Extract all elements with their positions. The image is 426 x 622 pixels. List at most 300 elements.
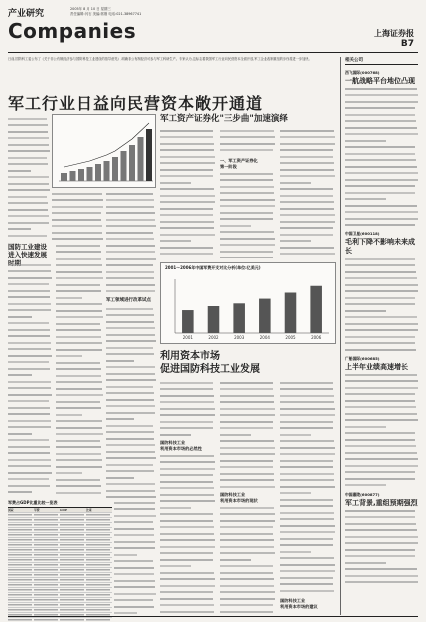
text-line: [106, 199, 156, 204]
text-line: [56, 485, 103, 490]
text-line: [160, 565, 216, 570]
table-cell: [34, 608, 58, 612]
text-line: [8, 446, 52, 451]
text-line: [160, 130, 216, 135]
text-line: [8, 270, 52, 275]
spending-bar: [285, 293, 297, 334]
text-line: [106, 412, 156, 417]
table-cell: [34, 583, 58, 587]
text-line: [56, 245, 103, 250]
text-line: [56, 375, 103, 380]
company-text: [345, 508, 419, 588]
text-line: [280, 382, 336, 387]
text-line: [220, 460, 276, 465]
gdp-table: [8, 500, 112, 615]
text-line: [220, 585, 276, 590]
text-line: [345, 380, 419, 385]
growth-bar: [146, 129, 152, 181]
military-spending-chart: [160, 262, 336, 344]
growth-bar: [61, 173, 67, 181]
subhead-status: 国防科技工业 利用资本市场的现状: [220, 492, 258, 503]
text-line: [220, 565, 276, 570]
text-line: [220, 486, 276, 489]
table-cell: [86, 588, 110, 592]
text-line: [345, 185, 419, 190]
table-cell: [60, 598, 84, 602]
text-line: [345, 393, 419, 398]
text-line: [8, 296, 52, 301]
table-cell: [34, 563, 58, 567]
table-cell: [86, 553, 110, 557]
table-cell: [60, 538, 84, 542]
text-line: [345, 107, 419, 112]
text-line: [56, 251, 103, 256]
spending-bar: [310, 286, 322, 333]
table-cell: [86, 523, 110, 527]
text-line: [56, 355, 103, 360]
text-line: [106, 425, 156, 430]
text-line: [220, 173, 276, 178]
text-line: [280, 499, 336, 504]
table-header-cell: 国家: [8, 508, 14, 512]
text-line: [114, 528, 156, 533]
table-cell: [60, 578, 84, 582]
article-text-col5a: [220, 380, 276, 488]
text-line: [8, 329, 52, 334]
footer-rule: [8, 616, 418, 617]
text-line: [220, 382, 276, 387]
text-line: [280, 427, 336, 432]
text-line: [280, 234, 336, 239]
text-line: [8, 316, 52, 321]
table-cell: [60, 618, 84, 622]
text-line: [345, 127, 419, 132]
text-line: [345, 478, 419, 483]
text-line: [106, 444, 156, 449]
text-line: [56, 440, 103, 445]
text-line: [56, 466, 103, 471]
text-line: [56, 427, 103, 432]
text-line: [106, 258, 156, 263]
text-line: [220, 388, 276, 393]
x-tick-label: 2006: [311, 335, 322, 340]
text-line: [8, 290, 52, 295]
text-line: [345, 484, 419, 487]
text-line: [280, 479, 336, 484]
table-cell: [8, 573, 32, 577]
text-line: [106, 219, 156, 224]
table-cell: [60, 563, 84, 567]
table-cell: [34, 573, 58, 577]
text-line: [280, 486, 336, 491]
text-line: [8, 303, 52, 308]
text-line: [160, 162, 216, 167]
section-head-reform: 军工领域进行改革试点: [106, 298, 151, 303]
text-line: [106, 470, 156, 475]
table-cell: [34, 548, 58, 552]
article-text-col3c: [220, 171, 276, 258]
text-line: [56, 446, 103, 451]
text-line: [56, 401, 103, 406]
table-cell: [8, 598, 32, 602]
text-line: [160, 513, 216, 518]
text-line: [106, 366, 156, 371]
text-line: [345, 258, 419, 263]
article-text-col6a: [280, 380, 336, 595]
text-line: [280, 169, 336, 174]
text-line: [106, 405, 156, 410]
text-line: [114, 534, 156, 539]
text-line: [8, 196, 50, 201]
growth-bar: [121, 151, 127, 181]
article-text-col1a: [8, 116, 50, 240]
text-line: [106, 277, 156, 282]
text-line: [280, 182, 336, 187]
text-line: [345, 342, 419, 347]
table-cell: [8, 558, 32, 562]
text-line: [160, 401, 216, 406]
article-text-col4a: [160, 380, 216, 436]
text-line: [280, 512, 336, 517]
table-cell: [34, 528, 58, 532]
table-cell: [34, 533, 58, 537]
table-cell: [8, 608, 32, 612]
table-cell: [34, 553, 58, 557]
text-line: [8, 309, 52, 314]
text-line: [280, 195, 336, 200]
text-line: [160, 507, 216, 512]
text-line: [8, 452, 52, 457]
text-line: [114, 521, 156, 526]
spending-bar: [233, 303, 245, 333]
text-line: [56, 310, 103, 315]
text-line: [345, 310, 419, 315]
company-text: [345, 86, 419, 226]
text-line: [56, 472, 103, 477]
text-line: [56, 414, 103, 419]
text-line: [8, 277, 52, 282]
section-head-securitization: 军工资产证券化"三步曲"加速演绎: [160, 114, 288, 124]
text-line: [106, 264, 156, 269]
text-line: [106, 399, 156, 404]
text-line: [8, 355, 52, 360]
text-line: [52, 199, 104, 204]
text-line: [345, 588, 419, 589]
text-line: [160, 414, 216, 419]
table-cell: [86, 618, 110, 622]
table-cell: [86, 568, 110, 572]
text-line: [280, 557, 336, 562]
table-cell: [34, 598, 58, 602]
section-name: 产业研究: [8, 9, 45, 19]
table-cell: [8, 528, 32, 532]
text-line: [345, 198, 419, 203]
text-line: [8, 215, 50, 220]
text-line: [160, 247, 216, 252]
lead-paragraph: 日前,国防科工委公布了《关于非公有制经济参与国防科技工业建设的指导意见》,明确非公有制经济可参与军工科研生产。专家认为,这标志着我国军工行业向民营资本全面开放,军工企业改制重组的步伐将进一步加快。: [8, 57, 312, 61]
table-cell: [86, 573, 110, 577]
table-cell: [8, 518, 32, 522]
x-tick-label: 2003: [234, 335, 245, 340]
text-line: [345, 432, 419, 437]
text-line: [280, 221, 336, 226]
subhead-stage1: 一、军工资产证券化 第一阶段: [220, 158, 258, 169]
text-line: [106, 314, 156, 319]
text-line: [56, 368, 103, 373]
text-line: [56, 349, 103, 354]
text-line: [345, 374, 419, 379]
text-line: [280, 214, 336, 219]
growth-bar: [87, 167, 93, 181]
article-text-col3d: [280, 128, 336, 258]
table-row: [8, 618, 112, 622]
company-code: 西飞国际(000768): [345, 70, 380, 75]
text-line: [52, 212, 104, 217]
text-line: [280, 395, 336, 400]
text-line: [345, 120, 419, 125]
text-line: [160, 461, 216, 466]
text-line: [345, 452, 419, 457]
company-headline: 军工背景,重组预期强烈: [345, 499, 418, 507]
text-line: [114, 580, 156, 585]
text-line: [106, 245, 156, 250]
text-line: [8, 209, 50, 214]
text-line: [56, 433, 103, 438]
text-line: [114, 560, 156, 565]
table-cell: [86, 608, 110, 612]
text-line: [345, 536, 419, 541]
text-line: [220, 434, 276, 439]
text-line: [345, 172, 419, 177]
sidebar-label: 相关公司: [345, 57, 418, 65]
text-line: [106, 347, 156, 352]
text-line: [114, 554, 156, 559]
text-line: [160, 591, 216, 596]
text-line: [8, 498, 52, 499]
text-line: [56, 362, 103, 367]
text-line: [280, 518, 336, 523]
text-line: [345, 94, 419, 99]
text-line: [8, 342, 52, 347]
table-cell: [86, 593, 110, 597]
text-line: [220, 453, 276, 458]
text-line: [106, 490, 156, 495]
text-line: [56, 264, 103, 269]
text-line: [220, 143, 276, 148]
text-line: [280, 253, 336, 258]
text-line: [160, 474, 216, 479]
text-line: [8, 144, 50, 149]
text-line: [106, 321, 156, 326]
text-line: [8, 335, 52, 340]
text-line: [345, 516, 419, 521]
text-line: [220, 186, 276, 191]
text-line: [8, 163, 50, 168]
text-line: [280, 551, 336, 556]
text-line: [160, 408, 216, 413]
text-line: [280, 564, 336, 569]
text-line: [280, 473, 336, 478]
table-cell: [8, 578, 32, 582]
text-line: [114, 567, 156, 572]
text-line: [106, 483, 156, 488]
text-line: [345, 439, 419, 444]
related-companies-sidebar: [340, 57, 418, 615]
table-cell: [8, 588, 32, 592]
text-line: [106, 193, 156, 198]
text-line: [280, 505, 336, 510]
text-line: [220, 192, 276, 197]
text-line: [220, 408, 276, 413]
text-line: [56, 323, 103, 328]
text-line: [280, 466, 336, 471]
text-line: [106, 392, 156, 397]
text-line: [280, 408, 336, 413]
text-line: [106, 418, 156, 423]
text-line: [8, 491, 52, 496]
text-line: [160, 520, 216, 525]
text-line: [280, 414, 336, 419]
table-cell: [34, 523, 58, 527]
text-line: [160, 572, 216, 577]
table-cell: [86, 563, 110, 567]
text-line: [280, 434, 336, 439]
text-line: [220, 251, 276, 256]
text-line: [52, 193, 104, 198]
text-line: [114, 508, 156, 513]
text-line: [345, 205, 419, 210]
text-line: [345, 264, 419, 269]
table-cell: [8, 568, 32, 572]
text-line: [106, 206, 156, 211]
text-line: [8, 228, 50, 233]
editor-line: 责任编辑:闫石 美编:郭刚 电话:021-38967741: [70, 12, 142, 16]
text-line: [345, 271, 419, 276]
table-cell: [86, 548, 110, 552]
text-line: [345, 290, 419, 295]
article-text-col2d: [114, 500, 156, 615]
text-line: [8, 222, 50, 227]
text-line: [106, 496, 156, 498]
text-line: [160, 585, 216, 590]
growth-bar: [129, 145, 135, 181]
text-line: [52, 238, 104, 240]
table-cell: [8, 543, 32, 547]
text-line: [106, 457, 156, 462]
text-line: [114, 502, 156, 507]
text-line: [8, 131, 50, 136]
text-line: [160, 169, 216, 174]
text-line: [160, 526, 216, 531]
text-line: [345, 297, 419, 302]
text-line: [345, 419, 419, 424]
table-cell: [60, 513, 84, 517]
text-line: [280, 447, 336, 452]
table-cell: [60, 573, 84, 577]
article-text-col2b: [106, 243, 156, 295]
table-cell: [8, 593, 32, 597]
text-line: [114, 599, 156, 604]
newspaper-name: 上海证券报: [374, 28, 414, 38]
table-cell: [8, 523, 32, 527]
text-line: [56, 290, 103, 295]
section-name-en: Companies: [8, 19, 137, 43]
text-line: [160, 253, 216, 258]
text-line: [220, 591, 276, 596]
page-header: [8, 6, 418, 52]
text-line: [220, 440, 276, 445]
text-line: [8, 400, 52, 405]
text-line: [345, 88, 419, 93]
text-line: [280, 208, 336, 213]
text-line: [345, 146, 419, 151]
text-line: [345, 575, 419, 580]
text-line: [220, 539, 276, 544]
table-cell: [86, 528, 110, 532]
table-cell: [34, 568, 58, 572]
text-line: [345, 400, 419, 405]
spending-bar: [259, 299, 271, 333]
table-cell: [34, 618, 58, 622]
text-line: [220, 546, 276, 551]
text-line: [220, 218, 276, 223]
text-line: [106, 379, 156, 384]
main-headline: 军工行业日益向民营资本敞开通道: [8, 94, 264, 113]
table-title: 军费占GDP比重比较一览表: [8, 500, 112, 508]
text-line: [106, 353, 156, 358]
company-headline: 上半年业绩高速增长: [345, 363, 408, 371]
table-header-cell: 军费: [34, 508, 40, 512]
text-line: [56, 388, 103, 393]
text-line: [160, 388, 216, 393]
text-line: [160, 481, 216, 486]
text-line: [280, 453, 336, 458]
text-line: [56, 342, 103, 347]
text-line: [56, 453, 103, 458]
lower-headline: 利用资本市场 促进国防科技工业发展: [160, 351, 260, 375]
table-cell: [60, 528, 84, 532]
table-body: [8, 513, 112, 622]
subhead-necessity: 国防科技工业 利用资本市场的必然性: [160, 440, 202, 451]
text-line: [345, 458, 419, 463]
table-cell: [60, 558, 84, 562]
growth-bar: [138, 137, 144, 181]
text-line: [345, 224, 419, 226]
text-line: [220, 244, 276, 249]
text-line: [345, 555, 419, 560]
text-line: [220, 401, 276, 406]
text-line: [106, 308, 156, 313]
text-line: [160, 143, 216, 148]
text-line: [56, 316, 103, 321]
text-line: [345, 426, 419, 431]
text-line: [8, 413, 52, 418]
text-line: [220, 156, 276, 157]
text-line: [220, 257, 276, 258]
text-line: [220, 533, 276, 538]
table-cell: [60, 588, 84, 592]
table-cell: [60, 548, 84, 552]
text-line: [8, 348, 52, 353]
chart-title: 2001～2006年中国军费开支对比分析(单位:亿美元): [165, 265, 261, 270]
x-tick-label: 2001: [182, 335, 193, 340]
text-line: [345, 465, 419, 470]
table-cell: [86, 583, 110, 587]
text-line: [220, 578, 276, 583]
text-line: [220, 611, 276, 616]
text-line: [280, 240, 336, 245]
text-line: [8, 124, 50, 129]
